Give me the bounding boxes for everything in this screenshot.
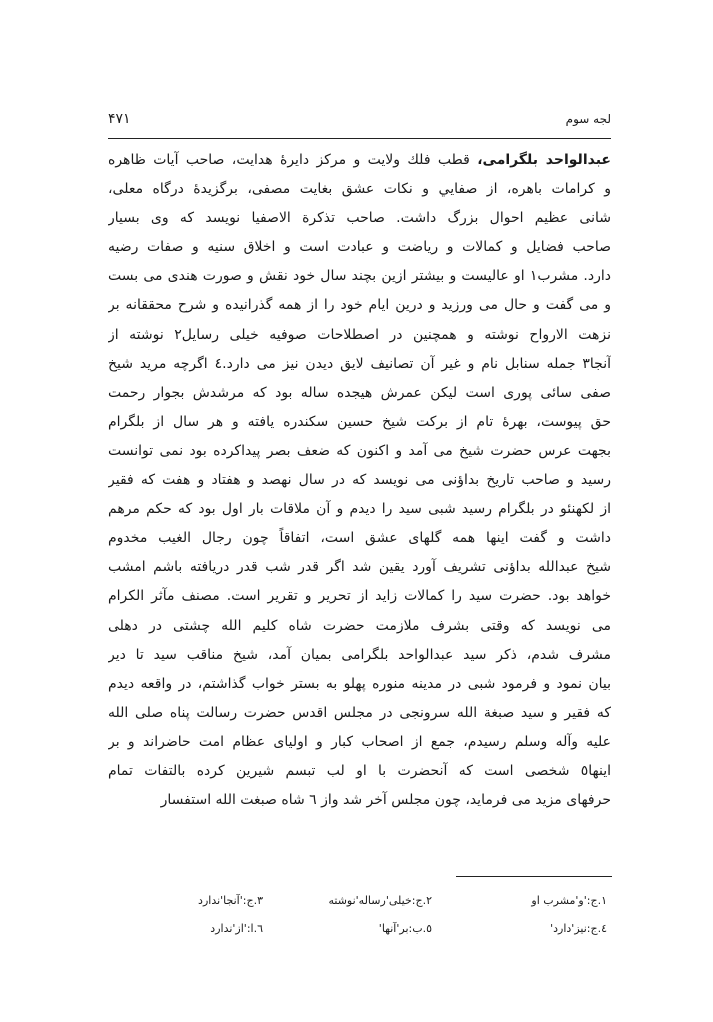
line-text: نزهت الارواح نوشته و همچنين در اصطلاحات صوفيه خيلى رسايل٢ نوشته از [108, 326, 611, 343]
text-line [108, 350, 611, 379]
line-text: رسيد و صاحب تاريخ بداؤنى مى نويسد كه در سال نهصد و هفتاد و هفت كه فقير [108, 472, 611, 489]
running-header [108, 111, 611, 133]
body-text [108, 146, 611, 815]
footnote: ١.ج:'و'مشرب او [531, 894, 607, 907]
text-line [108, 553, 611, 582]
text-line [108, 495, 611, 524]
text-line [108, 437, 611, 466]
line-text: از لكهنئو در بلگرام رسيد شبى سيد را ديدم و آن ملاقات بار اول بود كه حكم مرهم [108, 501, 611, 518]
page-number: ۴۷۱ [108, 111, 131, 127]
line-text: آنجا٣ جمله سنابل نام و غير آن تصانيف لايق ديدن نيز مى دارد.٤ اگرچه مريد شيخ [108, 355, 611, 372]
text-line [108, 757, 611, 786]
text-line [108, 786, 611, 815]
footnote: ٦.ا:'از'ندارد [210, 922, 263, 935]
footnote-row [108, 915, 611, 943]
line-text: خواهد بود. حضرت سيد را كمالات زايد از تحرير و تقرير است. مصنف مآثر الكرام [108, 588, 611, 605]
text-line [108, 175, 611, 204]
text-line [108, 379, 611, 408]
line-text: بيان نمود و فرمود شبى در مدينه منوره پهلو به بستر خواب گذاشتم، در واقعه ديدم [108, 675, 611, 692]
line-text: اينها٥ شخصى است كه آنحضرت با او لب تبسم شيرين كرده بالتفات تمام [108, 762, 611, 779]
text-line [108, 670, 611, 699]
lead-name: عبدالواحد بلگرامی، [477, 152, 611, 168]
chapter-title: لجه سوم [565, 112, 611, 126]
line-text: عليه وآله وسلم رسيدم، جمع از اصحاب كبار و اولياى عظام امت حاضراند و بر [108, 733, 611, 750]
footnote: ٥.ب:بر'آنها' [378, 922, 432, 935]
line-text: صفى سائى پورى است ليكن عمرش هيجده ساله بود كه مرشدش بجوار رحمت [108, 384, 611, 401]
text-line [108, 466, 611, 495]
text-line [108, 728, 611, 757]
line-text: بجهت عرس حضرت شيخ مى آمد و اكنون كه ضعف بصر پيداكرده بود نمى توانست [108, 442, 611, 459]
header-rule [108, 138, 611, 139]
text-line [108, 146, 611, 175]
line-text: شيخ عبدالله بداؤنى تشريف آورد يقين شد اگر قدر شب قدر دريافته باشم امشب [108, 559, 611, 576]
footnote: ٤.ج:نيز'دارد' [550, 922, 607, 935]
text-line [108, 699, 611, 728]
line-text: و كرامات باهره، از صفايي و نكات عشق بغايت مصفى، برگزيدهٔ درگاه معلى، [108, 181, 611, 198]
line-text: مى نويسد كه وقتى بشرف ملازمت حضرت شاه كليم الله چشتى در دهلى [108, 617, 611, 634]
text-line [108, 408, 611, 437]
footnotes [108, 887, 611, 943]
line-text: حرفهاى مزيد مى فرمايد، چون مجلس آخر شد واز ٦ شاه صبغت الله استفسار [160, 792, 611, 809]
line-text: مشرف شدم، ذكر سيد عبدالواحد بلگرامى بميان آمد، شيخ مناقب سيد تا دير [108, 646, 611, 663]
line-text: دارد. مشرب١ او عاليست و بيشتر ازين بچند سال خود نقش و صورت هندى مى بست [108, 268, 611, 285]
line-text: حق پيوست، بهرهٔ تام از بركت شيخ حسين سكندره يافته و هر سال از بلگرام [108, 413, 611, 430]
line-text: صاحب فضايل و كمالات و رياضت و عبادت است و اخلاق سنيه و صفات رضيه [108, 239, 611, 256]
line-text: و مى گفت و حال مى ورزيد و درين ايام خود را از همه گذرانيده و شرح محققانه بر [108, 297, 611, 314]
line-text: شانى عظيم احوال بزرگ داشت. صاحب تذكرة الاصفيا نويسد كه وى بسيار [108, 210, 611, 227]
footnote: ٢.ج:خيلى'رساله'نوشته [328, 894, 432, 907]
text-line [108, 291, 611, 320]
text-line [108, 321, 611, 350]
line-text: داشت و گفت اينها همه گلهاى عشق است، اتفاقاً چون رجال الغيب مخدوم [108, 530, 611, 547]
text-line [108, 612, 611, 641]
text-line [108, 204, 611, 233]
text-line [108, 641, 611, 670]
footnote-row [108, 887, 611, 915]
footnote: ٣.ج:'آنجا'ندارد [198, 894, 263, 907]
line-text: كه فقير و سيد صبغة الله سرونجى در مجلس اقدس حضرت رسالت پناه صلى الله [108, 704, 611, 721]
text-line [108, 233, 611, 262]
text-line [108, 582, 611, 611]
line-text: قطب فلك ولايت و مركز دايرهٔ هدايت، صاحب آيات ظاهره [108, 152, 478, 168]
text-line [108, 262, 611, 291]
text-line [108, 524, 611, 553]
footnote-rule [456, 876, 612, 877]
